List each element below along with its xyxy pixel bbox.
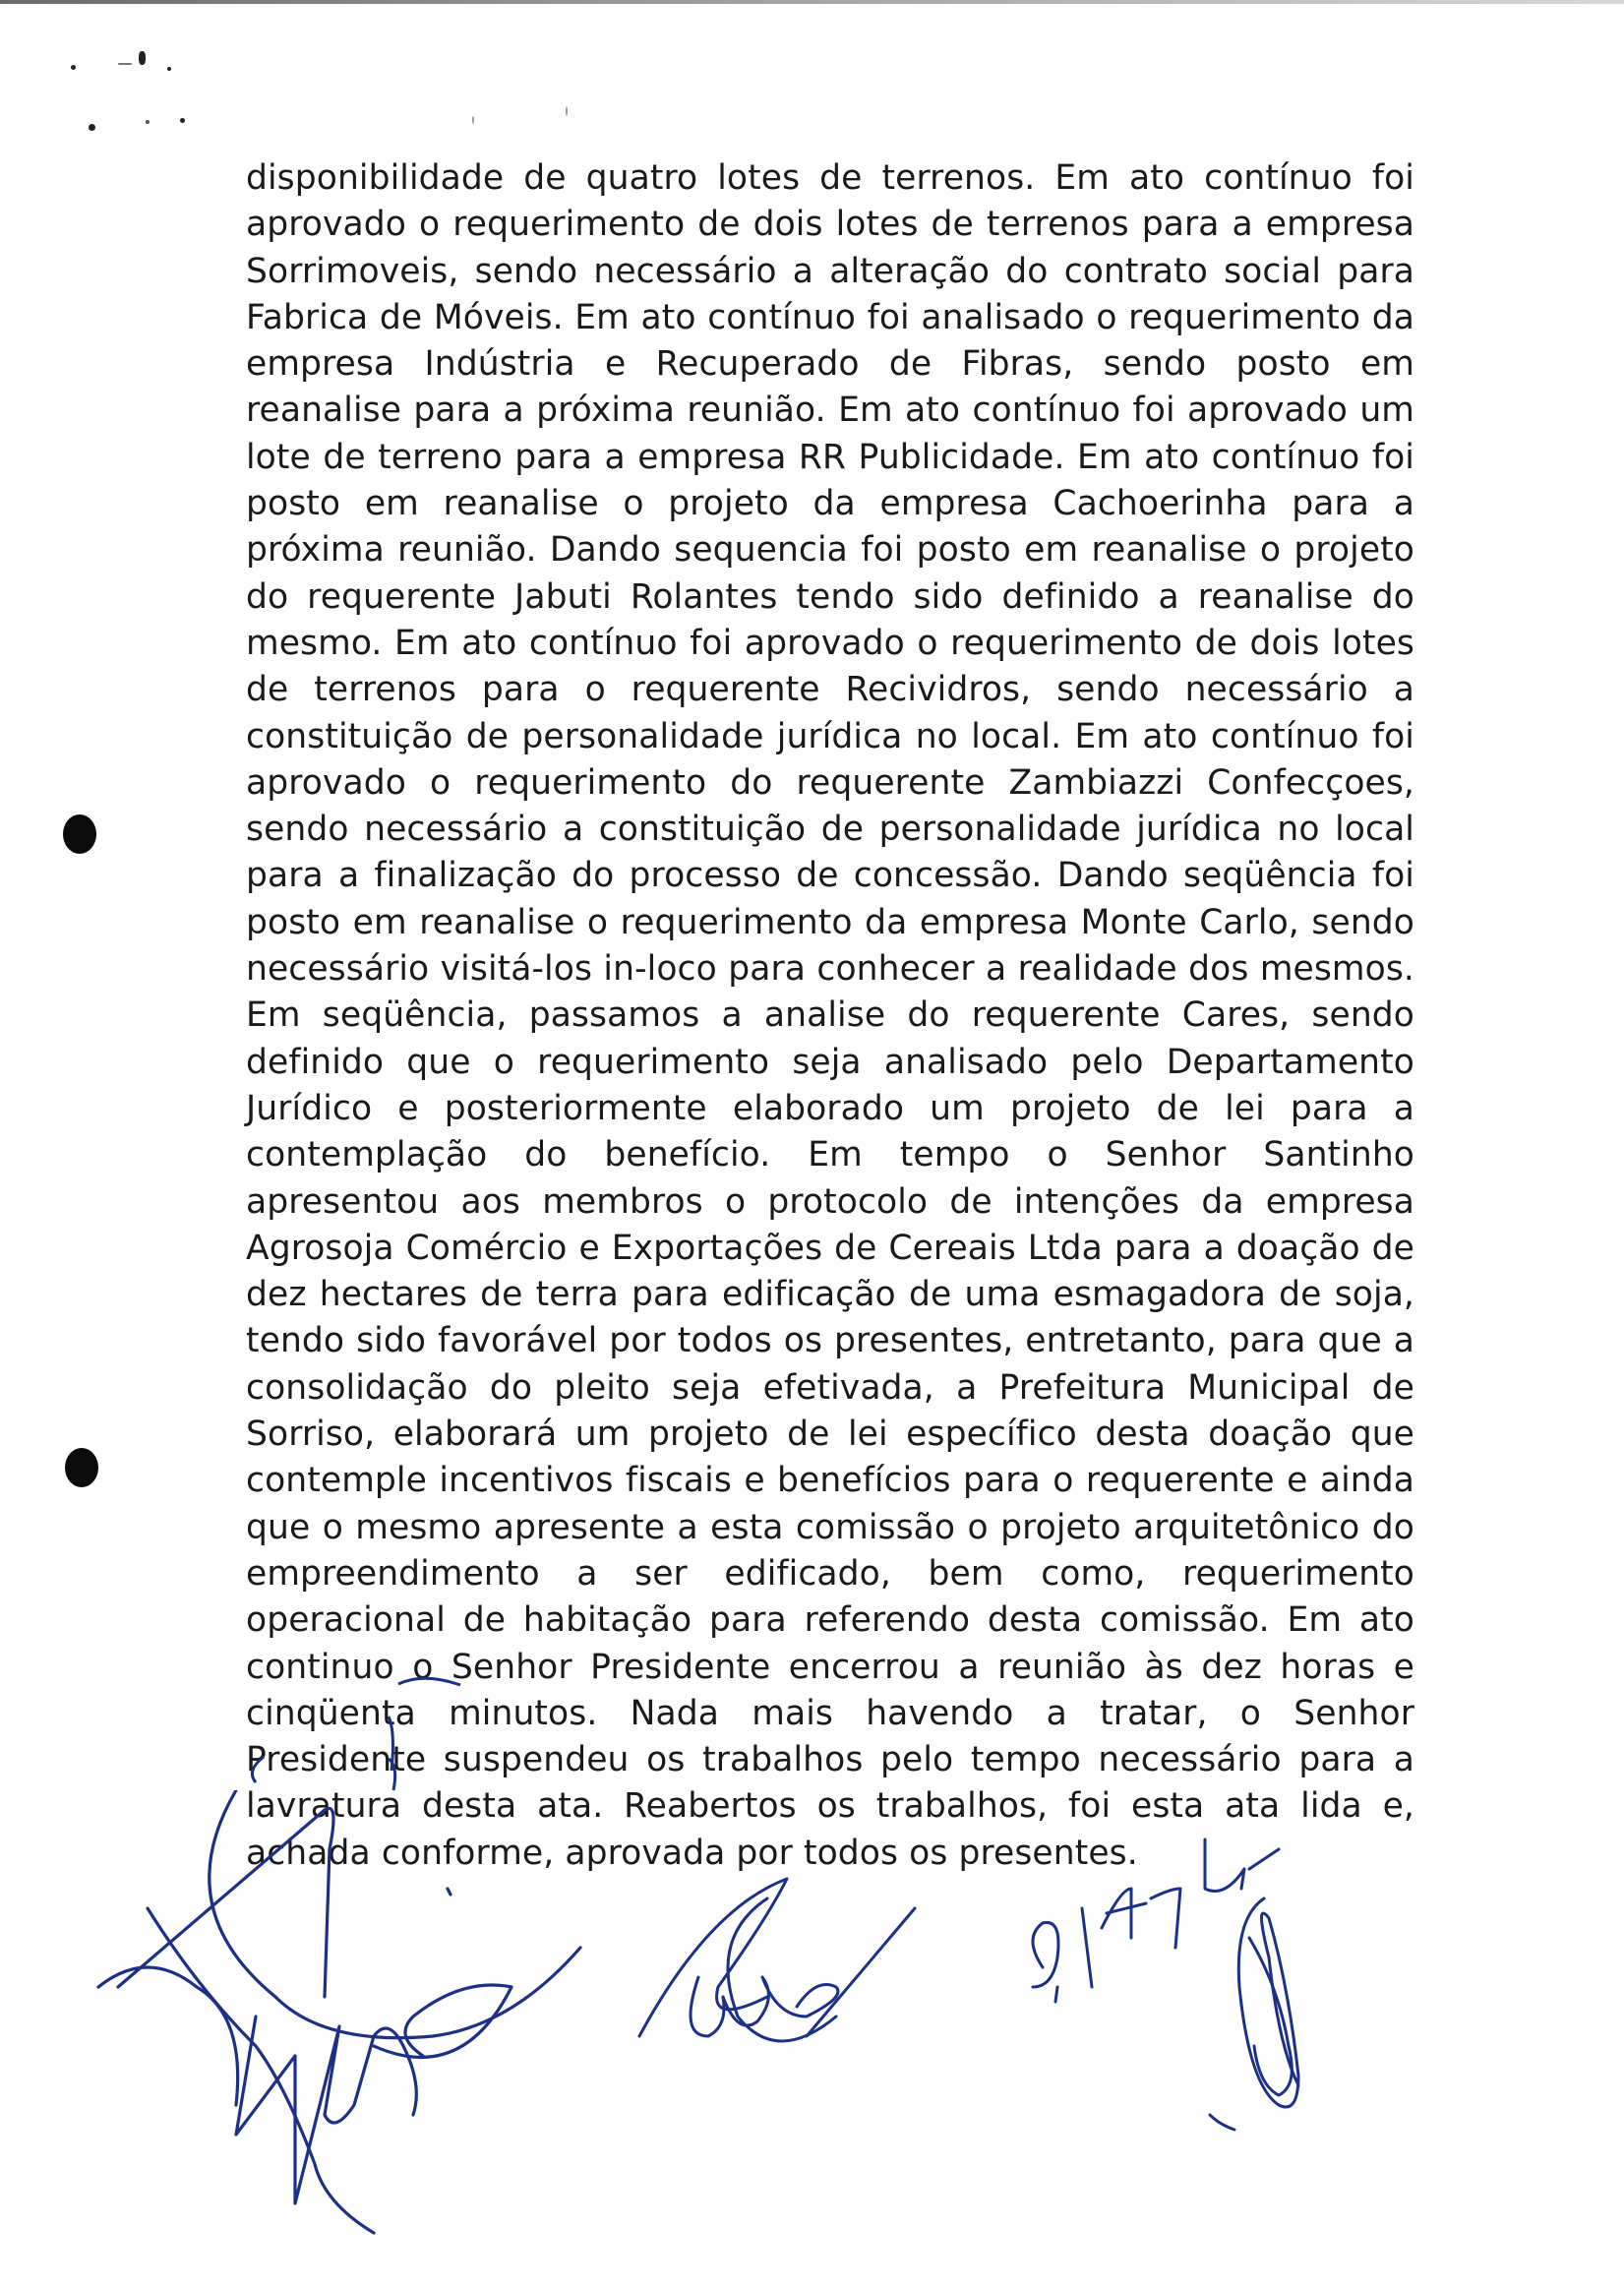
scan-speck bbox=[139, 51, 146, 65]
scan-speck bbox=[566, 106, 568, 116]
scan-speck bbox=[180, 118, 185, 123]
signature-2 bbox=[639, 1879, 915, 2041]
scan-speck bbox=[89, 124, 95, 131]
scan-speck bbox=[71, 65, 76, 70]
scan-speck bbox=[167, 67, 171, 71]
signature-1 bbox=[98, 1790, 580, 2233]
signature-3 bbox=[1033, 1839, 1298, 2130]
scan-speck bbox=[472, 116, 474, 124]
minutes-paragraph: disponibilidade de quatro lotes de terrenos. Em ato contínuo foi aprovado o requerimento de dois lotes de terrenos para a empresa Sorrimoveis, sendo necessário a alteração do contrato social para Fabrica de Móveis. Em ato contínuo foi analisado o requerimento da empresa Indústria e Recuperado de Fibras, sendo posto em reanalise para a próxima reunião. Em ato contínuo foi aprovado um lote de terreno para a empresa RR Publicidade. Em ato contínuo foi posto em reanalise o projeto da empresa Cachoerinha para a próxima reunião. Dando sequencia foi posto em reanalise o projeto do requerente Jabuti Rolantes tendo sido definido a reanalise do mesmo. Em ato contínuo foi aprovado o requerimento de dois lotes de terrenos para o requerente Recividros, sendo necessário a constituição de personalidade jurídica no local. Em ato contínuo foi aprovado o requerimento do requerente Zambiazzi Confecçoes, sendo necessário a constituição de personalidade jurídica no local para a finalização do processo de concessão. Dando seqüência foi posto em reanalise o requerimento da empresa Monte Carlo, sendo necessário visitá-los in-loco para conhecer a realidade dos mesmos. Em seqüência, passamos a analise do requerente Cares, sendo definido que o requerimento seja analisado pelo Departamento Jurídico e posteriormente elaborado um projeto de lei para a contemplação do benefício. Em tempo o Senhor Santinho apresentou aos membros o protocolo de intenções da empresa Agrosoja Comércio e Exportações de Cereais Ltda para a doação de dez hectares de terra para edificação de uma esmagadora de soja, tendo sido favorável por todos os presentes, entretanto, para que a consolidação do pleito seja efetivada, a Prefeitura Municipal de Sorriso, elaborará um projeto de lei específico desta doação que contemple incentivos fiscais e benefícios para o requerente e ainda que o mesmo apresente a esta comissão o projeto arquitetônico do empreendimento a ser edificado, bem como, requerimento operacional de habitação para referendo desta comissão. Em ato continuo o Senhor Presidente encerrou a reunião às dez horas e cinqüenta minutos. Nada mais havendo a tratar, o Senhor Presidente suspendeu os trabalhos pelo tempo necessário para a lavratura desta ata. Reabertos os trabalhos, foi esta ata lida e, achada conforme, aprovada por todos os presentes. bbox=[246, 158, 1414, 1873]
scan-edge-shadow bbox=[0, 0, 1624, 4]
punch-hole bbox=[65, 1448, 98, 1487]
scan-speck bbox=[118, 63, 132, 65]
signature-block bbox=[0, 1790, 1624, 2243]
punch-hole bbox=[63, 814, 96, 854]
scan-speck bbox=[146, 120, 150, 124]
